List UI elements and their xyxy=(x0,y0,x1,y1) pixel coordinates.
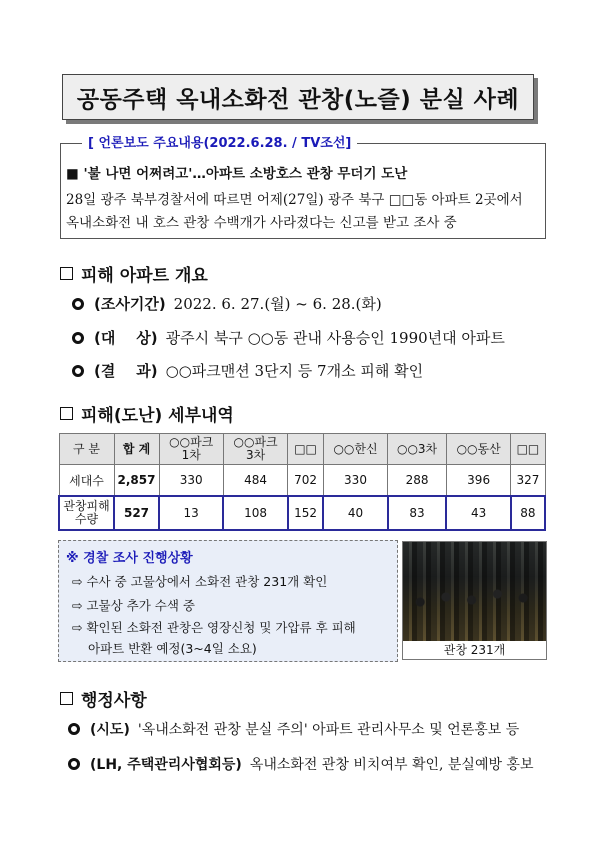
circle-bullet-icon xyxy=(68,758,80,770)
table-cell: 2,857 xyxy=(114,465,159,497)
column-header: □□ xyxy=(511,434,545,465)
news-line: 옥내소화전 내 호스 관창 수백개가 사라졌다는 신고를 받고 조사 중 xyxy=(66,215,457,231)
section-title: 피해 아파트 개요 xyxy=(81,266,208,286)
item-label: (대 상) xyxy=(94,329,158,347)
overview-item xyxy=(72,327,505,348)
column-header: ○○파크 3차 xyxy=(223,434,287,465)
item-text: 2022. 6. 27.(월) ~ 6. 28.(화) xyxy=(173,295,382,313)
table-row xyxy=(59,496,545,530)
police-title: ※ 경찰 조사 진행상황 xyxy=(66,551,193,566)
circle-bullet-icon xyxy=(68,723,80,735)
overview-item xyxy=(72,360,423,381)
item-label: (LH, 주택관리사협회등) xyxy=(90,757,242,773)
admin-item xyxy=(68,754,533,774)
column-header: ○○파크 1차 xyxy=(159,434,223,465)
square-bullet-icon xyxy=(60,692,73,705)
table-header-row xyxy=(59,434,545,465)
police-item: ⇨ 확인된 소화전 관창은 영장신청 및 가압류 후 피해 xyxy=(72,620,356,635)
square-bullet-icon xyxy=(60,267,73,280)
table-cell: 330 xyxy=(159,465,223,497)
square-bullet-icon xyxy=(60,407,73,420)
section-detail-heading xyxy=(60,401,234,426)
police-item: 아파트 반환 예정(3~4일 소요) xyxy=(88,641,257,656)
column-header: ○○한신 xyxy=(323,434,387,465)
column-header: ○○3차 xyxy=(388,434,447,465)
item-text: 광주시 북구 ○○동 관내 사용승인 1990년대 아파트 xyxy=(165,329,505,347)
overview-item xyxy=(72,293,382,314)
admin-item xyxy=(68,719,519,739)
table-cell: 152 xyxy=(288,496,324,530)
item-label: (결 과) xyxy=(94,362,158,380)
table-cell: 396 xyxy=(446,465,510,497)
table-cell: 88 xyxy=(511,496,545,530)
table-cell: 288 xyxy=(388,465,447,497)
page-title: 공동주택 옥내소화전 관창(노즐) 분실 사례 xyxy=(62,74,534,120)
circle-bullet-icon xyxy=(72,332,84,344)
table-cell: 40 xyxy=(323,496,387,530)
column-header: ○○동산 xyxy=(446,434,510,465)
table-cell: 702 xyxy=(288,465,324,497)
damage-table xyxy=(58,433,546,531)
police-item: ⇨ 수사 중 고물상에서 소화전 관창 231개 확인 xyxy=(72,574,328,589)
table-row xyxy=(59,465,545,497)
item-label: (조사기간) xyxy=(94,295,166,313)
item-label: (시도) xyxy=(90,722,130,738)
table-cell: 13 xyxy=(159,496,223,530)
column-header: 구 분 xyxy=(59,434,114,465)
column-header: 합 계 xyxy=(114,434,159,465)
section-title: 행정사항 xyxy=(81,691,147,711)
photo-caption: 관창 231개 xyxy=(402,641,547,660)
section-title: 피해(도난) 세부내역 xyxy=(81,406,234,426)
table-cell: 108 xyxy=(223,496,287,530)
section-admin-heading xyxy=(60,686,147,711)
item-text: 옥내소화전 관창 비치여부 확인, 분실예방 홍보 xyxy=(249,757,534,773)
news-headline: ■ '불 나면 어쩌려고'…아파트 소방호스 관창 무더기 도난 xyxy=(66,166,408,182)
section-overview-heading xyxy=(60,261,208,286)
item-text: '옥내소화전 관창 분실 주의' 아파트 관리사무소 및 언론홍보 등 xyxy=(137,722,520,738)
circle-bullet-icon xyxy=(72,365,84,377)
table-cell: 330 xyxy=(323,465,387,497)
nozzle-photo xyxy=(402,541,547,643)
item-text: ○○파크맨션 3단지 등 7개소 피해 확인 xyxy=(165,362,424,380)
column-header: □□ xyxy=(288,434,324,465)
table-cell: 43 xyxy=(446,496,510,530)
row-label: 관창피해 수량 xyxy=(59,496,114,530)
police-item: ⇨ 고물상 추가 수색 중 xyxy=(72,598,195,613)
row-label: 세대수 xyxy=(59,465,114,497)
table-cell: 527 xyxy=(114,496,159,530)
table-cell: 83 xyxy=(388,496,447,530)
table-cell: 484 xyxy=(223,465,287,497)
circle-bullet-icon xyxy=(72,298,84,310)
news-label: [ 언론보도 주요내용(2022.6.28. / TV조선] xyxy=(82,132,357,151)
table-cell: 327 xyxy=(511,465,545,497)
news-line: 28일 광주 북부경찰서에 따르면 어제(27일) 광주 북구 □□동 아파트 2곳에서 xyxy=(66,192,523,208)
